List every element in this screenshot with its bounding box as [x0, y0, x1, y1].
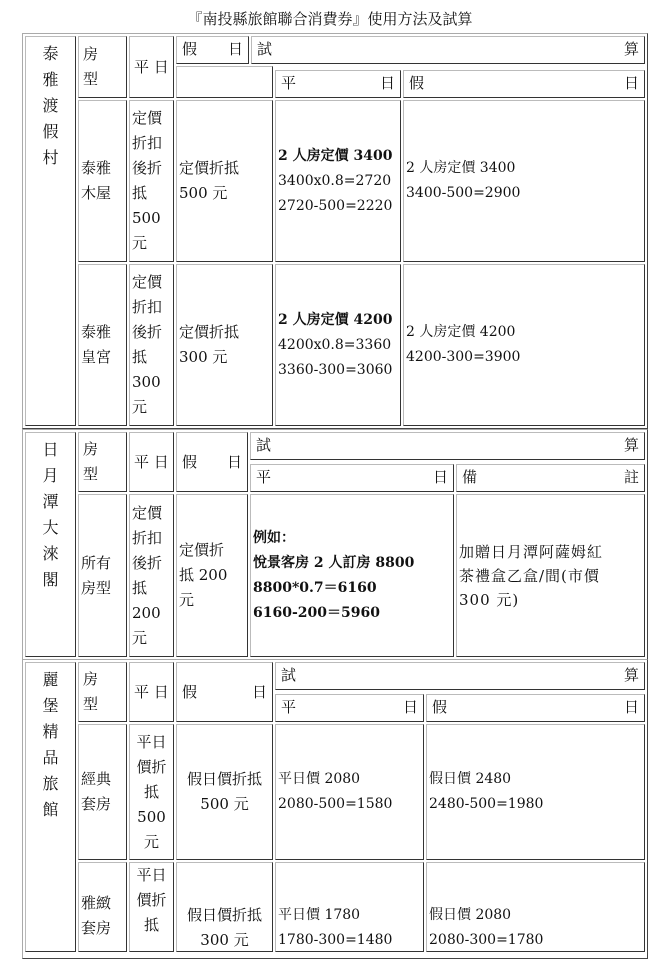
calc-holiday-cell: 2 人房定價 3400 3400-500=2900	[403, 100, 645, 262]
header-blank	[176, 66, 273, 98]
weekday-discount-cell: 定價 折扣 後折 抵 300 元	[129, 264, 174, 426]
header-weekday: 平 日	[129, 36, 174, 98]
page-title: 『南投縣旅館聯合消費券』使用方法及試算	[187, 10, 473, 28]
room-type-cell: 所有 房型	[78, 494, 127, 657]
calc-holiday-cell: 2 人房定價 4200 4200-300=3900	[403, 264, 645, 426]
remark-cell: 加贈日月潭阿薩姆紅 茶禮盒乙盒/間(市價 300 元)	[456, 494, 645, 657]
section-name-libao: 麗 堡 精 品 旅 館	[25, 662, 76, 952]
header-weekday: 平 日	[129, 662, 174, 722]
section-name-lalu: 日 月 潭 大 淶 閣	[25, 432, 76, 657]
header-trial: 試 算	[275, 662, 645, 690]
weekday-discount-cell: 平日 價折 抵 500 元	[129, 724, 174, 860]
holiday-discount-cell: 定價折 抵 200 元	[176, 494, 248, 657]
header-trial: 試 算	[250, 432, 645, 460]
calc-holiday-cell: 假日價 2480 2480-500=1980	[426, 724, 645, 860]
holiday-discount-cell: 定價折抵 500 元	[176, 100, 273, 262]
header-holiday: 假 日	[176, 662, 273, 722]
section-name-tayal: 泰 雅 渡 假 村	[25, 36, 76, 426]
header-room-type: 房 型	[78, 432, 127, 492]
room-type-cell: 泰雅 木屋	[78, 100, 127, 262]
subheader-weekday: 平 日	[250, 464, 454, 492]
calc-example-cell: 例如： 悅景客房 2 人訂房 8800 8800*0.7＝6160 6160-200＝5960	[250, 494, 454, 657]
room-type-cell: 雅緻 套房	[78, 862, 127, 952]
weekday-discount-cell: 定價 折扣 後折 抵 500 元	[129, 100, 174, 262]
subheader-remark: 備 註	[456, 464, 645, 492]
calc-holiday-cell: 假日價 2080 2080-300=1780	[426, 862, 645, 952]
calc-weekday-cell: 2 人房定價 4200 4200x0.8=3360 3360-300=3060	[275, 264, 401, 426]
header-trial: 試 算	[251, 36, 645, 64]
calc-weekday-cell: 平日價 2080 2080-500=1580	[275, 724, 424, 860]
subheader-holiday: 假 日	[403, 70, 645, 98]
header-room-type: 房 型	[78, 662, 127, 722]
subheader-holiday: 假 日	[426, 694, 645, 722]
subheader-weekday: 平 日	[275, 694, 424, 722]
header-holiday: 假 日	[176, 432, 248, 492]
header-holiday: 假 日	[176, 36, 249, 64]
subheader-weekday: 平 日	[275, 70, 401, 98]
header-weekday: 平 日	[129, 432, 174, 492]
calc-weekday-cell: 2 人房定價 3400 3400x0.8=2720 2720-500=2220	[275, 100, 401, 262]
weekday-discount-cell: 定價 折扣 後折 抵 200 元	[129, 494, 174, 657]
header-room-type: 房 型	[78, 36, 127, 98]
holiday-discount-cell: 定價折抵 300 元	[176, 264, 273, 426]
calc-weekday-cell: 平日價 1780 1780-300=1480	[275, 862, 424, 952]
room-type-cell: 泰雅 皇宮	[78, 264, 127, 426]
weekday-discount-cell: 平日 價折 抵	[129, 862, 174, 952]
holiday-discount-cell: 假日價折抵 300 元	[176, 862, 273, 952]
holiday-discount-cell: 假日價折抵 500 元	[176, 724, 273, 860]
room-type-cell: 經典 套房	[78, 724, 127, 860]
